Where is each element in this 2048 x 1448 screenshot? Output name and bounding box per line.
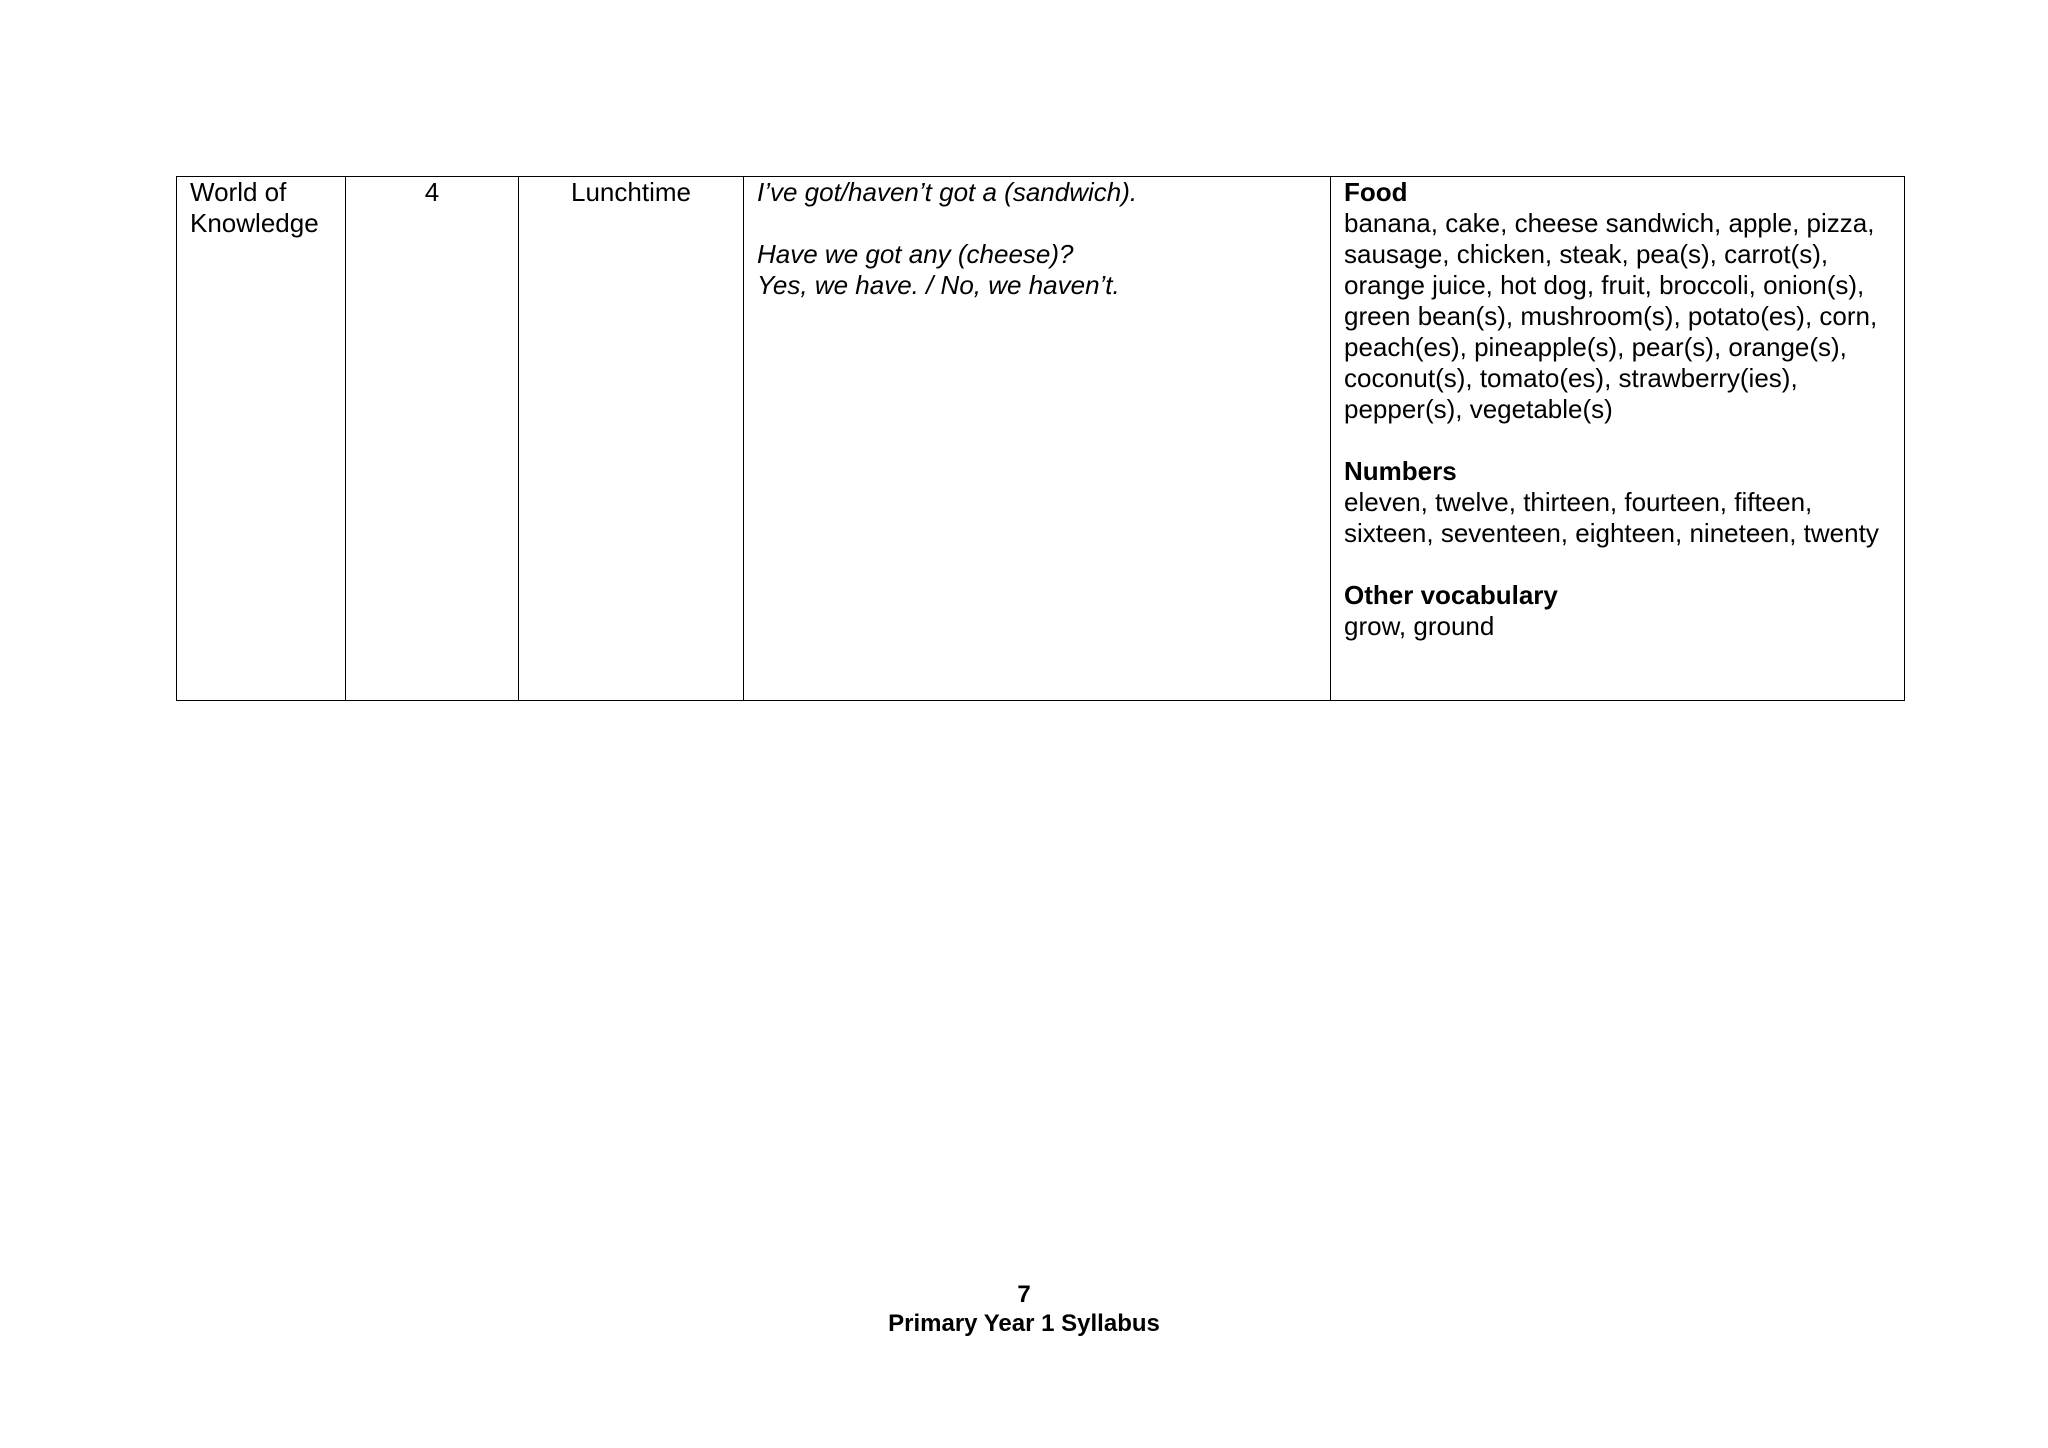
spacer — [1344, 425, 1891, 456]
other-vocabulary-list: grow, ground — [1344, 611, 1495, 641]
spacer — [1344, 549, 1891, 580]
syllabus-table — [176, 176, 1905, 701]
other-vocabulary-heading: Other vocabulary — [1344, 580, 1558, 610]
numbers-list: eleven, twelve, thirteen, fourteen, fifteen, sixteen, seventeen, eighteen, nineteen, twenty — [1344, 487, 1879, 548]
structure-line-2: Have we got any (cheese)? — [757, 239, 1074, 269]
food-list: banana, cake, cheese sandwich, apple, pizza, sausage, chicken, steak, pea(s), carrot(s), orange juice, hot dog, fruit, broccoli, onion(s), green bean(s), mushroom(s), potato(es), corn, peach(es), pineapple(s), pear(s), orange(s), coconut(s), tomato(es), strawberry(ies), pepper(s), vegetable(s) — [1344, 208, 1878, 424]
unit-title: Lunchtime — [571, 177, 691, 207]
unit-cell — [346, 177, 519, 701]
unit-title-cell — [519, 177, 744, 701]
page-number: 7 — [1017, 1281, 1031, 1308]
vocabulary-cell — [1331, 177, 1905, 701]
food-heading: Food — [1344, 177, 1408, 207]
numbers-heading: Numbers — [1344, 456, 1457, 486]
language-structures-cell — [744, 177, 1331, 701]
spacer — [757, 208, 1317, 239]
structure-line-3: Yes, we have. / No, we haven’t. — [757, 270, 1120, 300]
theme-cell — [177, 177, 346, 701]
structure-line-1: I’ve got/haven’t got a (sandwich). — [757, 177, 1138, 207]
table-row — [177, 177, 1905, 701]
unit-number: 4 — [424, 177, 440, 207]
theme-text: World of Knowledge — [190, 177, 319, 238]
document-title: Primary Year 1 Syllabus — [888, 1310, 1160, 1337]
